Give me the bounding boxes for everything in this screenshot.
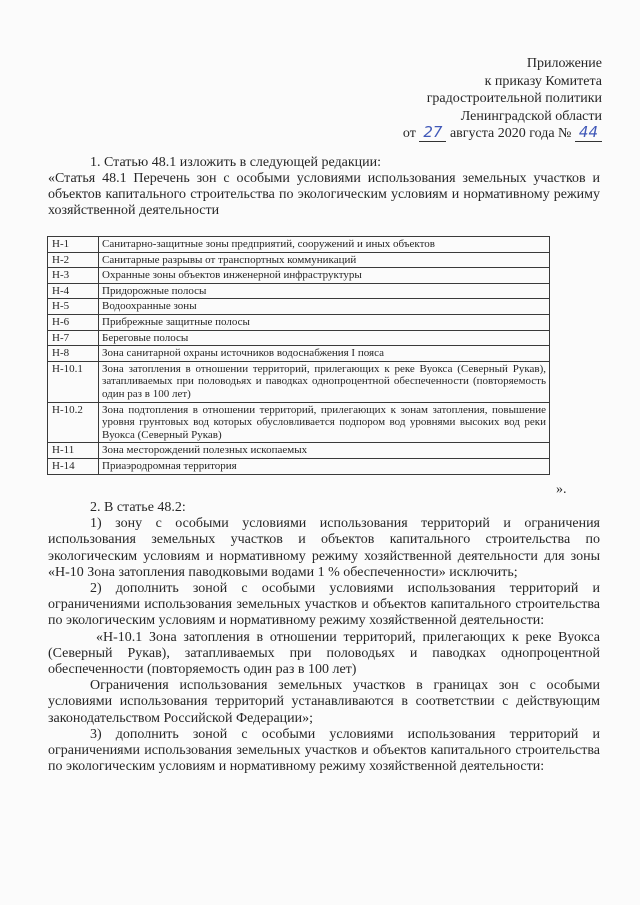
article-48-1-title: «Статья 48.1 Перечень зон с особыми условиями использования земельных участков и объектов капитального строительства по экологическим условиям и нормативному режиму хозяйственной деятельности	[48, 171, 600, 218]
zone-name: Санитарно-защитные зоны предприятий, сооружений и иных объектов	[99, 237, 550, 253]
header-line-appendix: Приложение	[526, 56, 602, 71]
table-row	[48, 330, 550, 346]
zone-name: Зона месторождений полезных ископаемых	[99, 443, 550, 459]
handwritten-number: 44	[575, 125, 602, 142]
zone-code: Н-2	[48, 252, 99, 268]
table-row	[48, 443, 550, 459]
section-2-paragraph-3: «Н-10.1 Зона затопления в отношении территорий, прилегающих к реке Вуокса (Северный Рукав), затапливаемых при половодьях и паводках однопроцентной обеспеченности (повторяемость один раз в 100 лет)	[48, 629, 600, 678]
table-row	[48, 402, 550, 443]
section-1-intro: 1. Статью 48.1 изложить в следующей редакции:	[90, 155, 382, 170]
zone-name: Зона затопления в отношении территорий, прилегающих к реке Вуокса (Северный Рукав), затапливаемых при половодьях и паводках однопроцентной обеспеченности (повторяемость один раз в 100 лет)	[99, 361, 550, 402]
date-prefix: от	[402, 126, 416, 141]
zone-name: Санитарные разрывы от транспортных коммуникаций	[99, 252, 550, 268]
section-2-paragraph-5: 3) дополнить зоной с особыми условиями использования территорий и ограничениями использования земельных участков и объектов капитального строительства по экологическим условиям и нормативному режиму хозяйственной деятельности:	[48, 726, 600, 775]
appendix-header	[403, 55, 602, 143]
table-row	[48, 361, 550, 402]
zone-name: Зона санитарной охраны источников водоснабжения I пояса	[99, 346, 550, 362]
zone-name: Прибрежные защитные полосы	[99, 314, 550, 330]
table-row	[48, 268, 550, 284]
zone-code: Н-11	[48, 443, 99, 459]
header-line-committee: градостроительной политики	[426, 91, 602, 106]
table-row	[48, 299, 550, 315]
section-1	[48, 155, 600, 219]
handwritten-day: 27	[419, 125, 446, 142]
section-2	[48, 500, 600, 775]
closing-quote: ».	[556, 482, 567, 497]
zone-name: Береговые полосы	[99, 330, 550, 346]
table-row	[48, 283, 550, 299]
zone-name: Водоохранные зоны	[99, 299, 550, 315]
zone-code: Н-10.1	[48, 361, 99, 402]
zone-code: Н-14	[48, 458, 99, 474]
zone-code: Н-10.2	[48, 402, 99, 443]
zones-table	[47, 236, 550, 475]
zone-name: Зона подтопления в отношении территорий, прилегающих к зонам затопления, повышение уровня грунтовых вод которых обусловливается подпором вод уровнями высоких вод реки Вуокса (Северный Рукав)	[99, 402, 550, 443]
zone-code: Н-5	[48, 299, 99, 315]
header-line-region: Ленинградской области	[460, 108, 602, 124]
section-2-paragraph-4: Ограничения использования земельных участков в границах зон с особыми условиями использования территорий устанавливаются в соответствии с действующим законодательством Российской Федерации»;	[48, 678, 600, 726]
table-row	[48, 458, 550, 474]
zone-code: Н-4	[48, 283, 99, 299]
section-2-heading: 2. В статье 48.2:	[90, 500, 186, 515]
zone-code: Н-1	[48, 237, 99, 253]
zone-code: Н-8	[48, 346, 99, 362]
table-row	[48, 252, 550, 268]
zone-code: Н-6	[48, 314, 99, 330]
zone-name: Охранные зоны объектов инженерной инфраструктуры	[99, 268, 550, 284]
header-line-order: к приказу Комитета	[484, 73, 602, 89]
header-date-line	[403, 125, 602, 143]
zone-name: Придорожные полосы	[99, 283, 550, 299]
zone-name: Приаэродромная территория	[99, 458, 550, 474]
date-middle: августа 2020 года №	[449, 126, 572, 141]
table-row	[48, 314, 550, 330]
zone-code: Н-3	[48, 268, 99, 284]
section-2-paragraph-2: 2) дополнить зоной с особыми условиями использования территорий и ограничениями использования земельных участков и объектов капитального строительства по экологическим условиям и нормативному режиму хозяйственной деятельности:	[48, 581, 600, 629]
section-2-paragraph-1: 1) зону с особыми условиями использования территорий и ограничения использования земельных участков и объектов капитального строительства по экологическим условиям и нормативному режиму хозяйственной деятельности для зоны «Н-10 Зона затопления паводковыми водами 1 % обеспеченности» исключить;	[48, 516, 600, 580]
zone-code: Н-7	[48, 330, 99, 346]
table-row	[48, 237, 550, 253]
table-row	[48, 346, 550, 362]
